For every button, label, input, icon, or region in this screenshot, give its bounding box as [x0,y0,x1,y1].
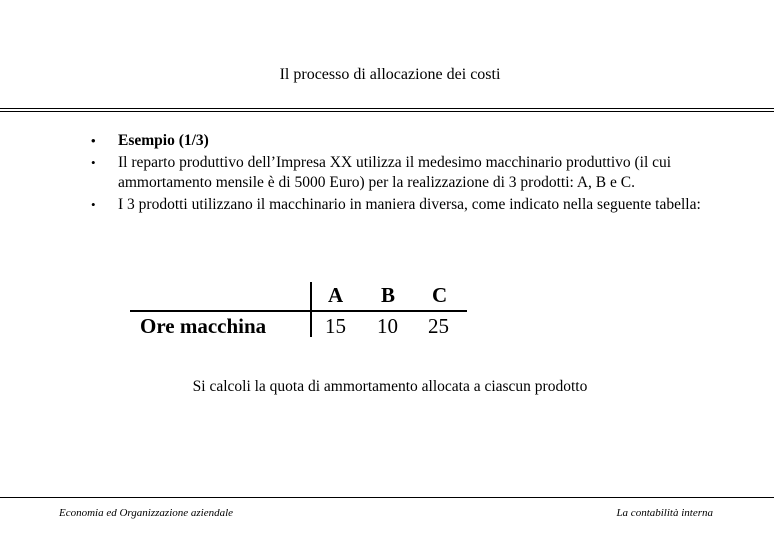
bullet-text: Il reparto produttivo dell’Impresa XX utilizza il medesimo macchinario produttivo (il cui ammortamento mensile è di 5000 Euro) per la realizzazione di 3 prodotti: A, B e C. [118,154,672,191]
table-header-a: A [328,283,344,307]
table-cell-b: 10 [377,314,398,338]
footer-divider [0,497,774,498]
table-header-b: B [381,283,396,307]
title-divider [0,108,774,112]
bullet-icon: • [91,133,96,148]
bullet-icon: • [91,197,96,212]
bullet-text: I 3 prodotti utilizzano il macchinario in maniera diversa, come indicato nella seguente tabella: [118,196,701,213]
table-header-c: C [432,283,448,307]
bullet-item [91,195,731,215]
footer-topic: La contabilità interna [616,507,713,519]
exercise-question: Si calcoli la quota di ammortamento allocata a ciascun prodotto [192,378,588,395]
table-column-rule [310,282,312,337]
table-header-rule [130,310,467,312]
slide-title: Il processo di allocazione dei costi [279,66,501,83]
table-cell-c: 25 [428,314,449,338]
footer-course: Economia ed Organizzazione aziendale [59,507,234,519]
table-row-label: Ore macchina [140,314,267,338]
bullet-item [91,131,731,151]
bullet-list [91,131,731,215]
bullet-icon: • [91,155,96,170]
bullet-text: Esempio (1/3) [118,132,209,149]
bullet-item [91,153,731,193]
table-cell-a: 15 [325,314,346,338]
